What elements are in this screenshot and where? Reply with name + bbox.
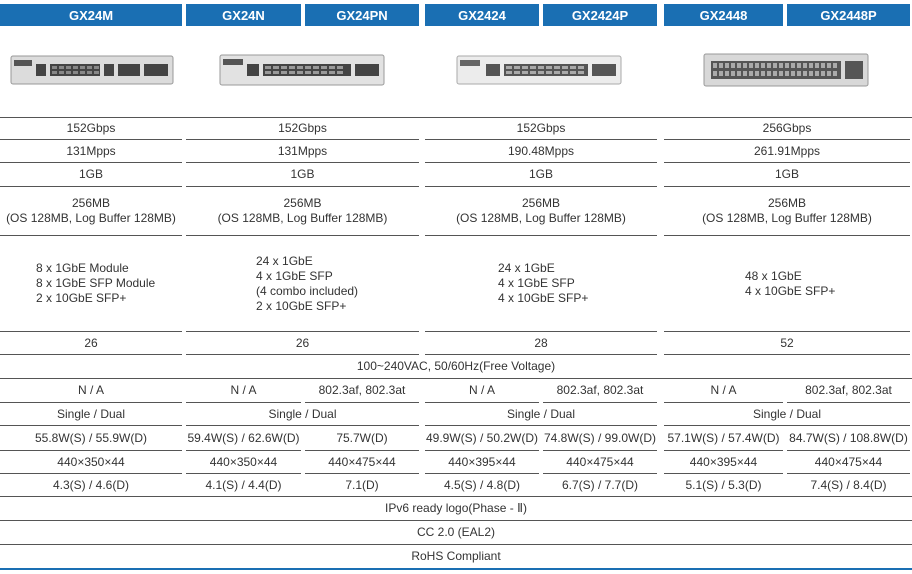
switch-image-gx2424: [454, 40, 624, 100]
footer-bar: [0, 568, 912, 570]
dimensions-gx2424p: 440×475×44: [566, 454, 634, 469]
power-consumption-gx2448: 57.1W(S) / 57.4W(D): [667, 430, 780, 445]
dimensions-gx2424: 440×395×44: [448, 454, 516, 469]
poe-gx2448: N / A: [710, 383, 737, 397]
ports-gx24m: 8 x 1GbE Module 8 x 1GbE SFP Module 2 x 10GbE SFP+: [36, 261, 156, 305]
switch-image-gx24n: [218, 40, 386, 100]
header-gx24pn: GX24PN: [305, 4, 419, 26]
poe-gx2448p: 802.3af, 802.3at: [805, 383, 892, 397]
header-gx24n: GX24N: [186, 4, 301, 26]
throughput-gx24m: 131Mpps: [66, 143, 116, 158]
memory-gx24n: 256MB (OS 128MB, Log Buffer 128MB): [217, 196, 388, 225]
dimensions-gx2448p: 440×475×44: [814, 454, 883, 469]
flash-gx24n: 1GB: [290, 167, 315, 181]
weight-gx24n: 4.1(S) / 4.4(D): [205, 477, 282, 492]
throughput-gx24n: 131Mpps: [277, 143, 328, 158]
power-consumption-gx24pn: 75.7W(D): [336, 430, 388, 445]
ports-gx2448: 48 x 1GbE 4 x 10GbE SFP+: [745, 268, 836, 298]
throughput-gx2424: 190.48Mpps: [507, 143, 575, 158]
flash-gx2448: 1GB: [774, 167, 799, 181]
poe-gx2424: N / A: [468, 383, 495, 397]
poe-gx24pn: 802.3af, 802.3at: [318, 383, 406, 397]
header-gx2448p: GX2448P: [787, 4, 910, 26]
ports-gx24n: 24 x 1GbE 4 x 1GbE SFP (4 combo included) 2 x 10GbE SFP+: [256, 253, 359, 313]
header-gx2424: GX2424: [425, 4, 539, 26]
dimensions-gx24pn: 440×475×44: [328, 454, 396, 469]
rohs-compliant: RoHS Compliant: [411, 549, 501, 563]
weight-gx24m: 4.3(S) / 4.6(D): [52, 477, 130, 492]
flash-gx2424: 1GB: [528, 167, 553, 181]
poe-gx24m: N / A: [77, 383, 104, 397]
power-consumption-gx24m: 55.8W(S) / 55.9W(D): [34, 430, 148, 445]
bandwidth-gx24n: 152Gbps: [278, 121, 327, 135]
memory-gx2424: 256MB (OS 128MB, Log Buffer 128MB): [456, 196, 626, 225]
cc-certification: CC 2.0 (EAL2): [416, 525, 496, 539]
dimensions-gx24n: 440×350×44: [209, 454, 278, 469]
switch-image-gx24m: [8, 40, 176, 100]
weight-gx2448p: 7.4(S) / 8.4(D): [810, 477, 887, 492]
port-count-gx2424: 28: [534, 335, 548, 350]
dimensions-gx24m: 440×350×44: [57, 454, 125, 469]
throughput-gx2448: 261.91Mpps: [753, 143, 821, 158]
header-gx2448: GX2448: [664, 4, 783, 26]
bandwidth-gx2424: 152Gbps: [516, 121, 566, 135]
psu-gx2448: Single / Dual: [752, 406, 822, 421]
psu-gx2424: Single / Dual: [506, 406, 576, 421]
ipv6-ready: IPv6 ready logo(Phase - Ⅱ): [385, 501, 527, 515]
bandwidth-gx24m: 152Gbps: [66, 121, 116, 135]
header-gx2424p: GX2424P: [543, 4, 657, 26]
weight-gx2424p: 6.7(S) / 7.7(D): [561, 477, 639, 492]
port-count-gx24m: 26: [84, 335, 98, 350]
psu-gx24m: Single / Dual: [56, 406, 126, 421]
poe-gx24n: N / A: [230, 383, 257, 397]
weight-gx2424: 4.5(S) / 4.8(D): [443, 477, 521, 492]
bandwidth-gx2448: 256Gbps: [762, 121, 812, 135]
psu-gx24n: Single / Dual: [268, 406, 337, 421]
switch-image-gx2448: [702, 40, 870, 100]
ports-gx2424: 24 x 1GbE 4 x 1GbE SFP 4 x 10GbE SFP+: [498, 261, 589, 305]
poe-gx2424p: 802.3af, 802.3at: [556, 383, 644, 397]
port-count-gx24n: 26: [295, 335, 310, 350]
weight-gx24pn: 7.1(D): [345, 477, 379, 492]
dimensions-gx2448: 440×395×44: [689, 454, 758, 469]
memory-gx2448: 256MB (OS 128MB, Log Buffer 128MB): [702, 196, 872, 225]
weight-gx2448: 5.1(S) / 5.3(D): [685, 477, 762, 492]
power-consumption-gx24n: 59.4W(S) / 62.6W(D): [187, 430, 300, 445]
port-count-gx2448: 52: [780, 335, 794, 350]
power-consumption-gx2424p: 74.8W(S) / 99.0W(D): [543, 430, 657, 445]
power-input: 100~240VAC, 50/60Hz(Free Voltage): [356, 359, 556, 373]
flash-gx24m: 1GB: [78, 167, 103, 181]
power-consumption-gx2424: 49.9W(S) / 50.2W(D): [425, 430, 539, 445]
power-consumption-gx2448p: 84.7W(S) / 108.8W(D): [789, 430, 908, 445]
header-gx24m: GX24M: [0, 4, 182, 26]
memory-gx24m: 256MB (OS 128MB, Log Buffer 128MB): [6, 196, 176, 225]
